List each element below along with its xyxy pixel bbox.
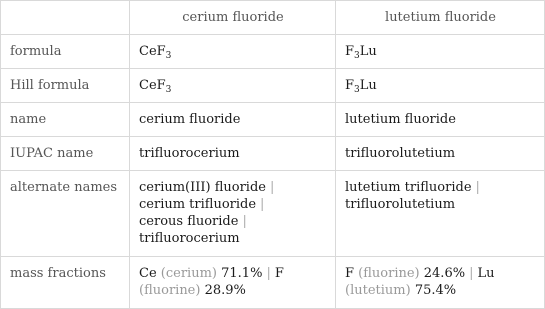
row-label-hill-formula: Hill formula bbox=[1, 69, 130, 103]
table-row-formula bbox=[1, 35, 545, 69]
element-symbol: F bbox=[274, 266, 284, 281]
mass-fractions-lutetium-fluoride bbox=[336, 257, 545, 309]
formula-subscript: 3 bbox=[354, 85, 360, 95]
header-row bbox=[1, 1, 545, 35]
name-lutetium-fluoride: lutetium fluoride bbox=[336, 103, 545, 137]
element-symbol: F bbox=[345, 266, 355, 281]
element-name: (lutetium) bbox=[345, 283, 411, 298]
formula-cerium-fluoride bbox=[130, 35, 336, 69]
alternate-name: cerous fluoride bbox=[139, 214, 239, 229]
hill-formula-lutetium-fluoride bbox=[336, 69, 545, 103]
separator: | bbox=[260, 197, 265, 212]
row-label-name: name bbox=[1, 103, 130, 137]
mass-fractions-cerium-fluoride bbox=[130, 257, 336, 309]
alternate-name: lutetium trifluoride bbox=[345, 180, 472, 195]
table-row-iupac-name bbox=[1, 137, 545, 171]
formula-base: F bbox=[345, 78, 355, 93]
alternate-name: trifluorocerium bbox=[139, 231, 240, 246]
alternate-name: cerium(III) fluoride bbox=[139, 180, 266, 195]
row-label-formula: formula bbox=[1, 35, 130, 69]
alternate-name: cerium trifluoride bbox=[139, 197, 257, 212]
table-row-name bbox=[1, 103, 545, 137]
header-empty-cell bbox=[1, 1, 130, 35]
formula-subscript: 3 bbox=[165, 85, 172, 95]
formula-subscript: 3 bbox=[165, 51, 172, 61]
iupac-lutetium-fluoride: trifluorolutetium bbox=[336, 137, 545, 171]
name-cerium-fluoride: cerium fluoride bbox=[130, 103, 336, 137]
separator: | bbox=[270, 180, 275, 195]
mass-fraction-value: 71.1% bbox=[221, 266, 263, 281]
element-name: (fluorine) bbox=[139, 283, 201, 298]
row-label-mass-fractions: mass fractions bbox=[1, 257, 130, 309]
formula-suffix: Lu bbox=[359, 78, 377, 93]
mass-fraction-value: 24.6% bbox=[423, 266, 466, 281]
separator: | bbox=[242, 214, 247, 229]
hill-formula-cerium-fluoride bbox=[130, 69, 336, 103]
table-row-hill-formula bbox=[1, 69, 545, 103]
header-cerium-fluoride: cerium fluoride bbox=[130, 1, 336, 35]
formula-base: F bbox=[345, 44, 355, 59]
element-name: (fluorine) bbox=[358, 266, 420, 281]
alternate-names-cerium-fluoride bbox=[130, 171, 336, 257]
table-row-alternate-names bbox=[1, 171, 545, 257]
separator: | bbox=[475, 180, 480, 195]
table-row-mass-fractions bbox=[1, 257, 545, 309]
formula-suffix: Lu bbox=[359, 44, 377, 59]
formula-base: CeF bbox=[139, 44, 166, 59]
formula-base: CeF bbox=[139, 78, 166, 93]
formula-subscript: 3 bbox=[354, 51, 360, 61]
element-symbol: Lu bbox=[477, 266, 495, 281]
formula-lutetium-fluoride bbox=[336, 35, 545, 69]
row-label-iupac-name: IUPAC name bbox=[1, 137, 130, 171]
separator: | bbox=[469, 266, 474, 281]
mass-fraction-value: 75.4% bbox=[414, 283, 457, 298]
mass-fraction-value: 28.9% bbox=[204, 283, 246, 298]
alternate-names-lutetium-fluoride bbox=[336, 171, 545, 257]
separator: | bbox=[266, 266, 271, 281]
header-lutetium-fluoride: lutetium fluoride bbox=[336, 1, 545, 35]
row-label-alternate-names: alternate names bbox=[1, 171, 130, 257]
element-symbol: Ce bbox=[139, 266, 157, 281]
iupac-cerium-fluoride: trifluorocerium bbox=[130, 137, 336, 171]
element-name: (cerium) bbox=[160, 266, 217, 281]
alternate-name: trifluorolutetium bbox=[345, 197, 456, 212]
